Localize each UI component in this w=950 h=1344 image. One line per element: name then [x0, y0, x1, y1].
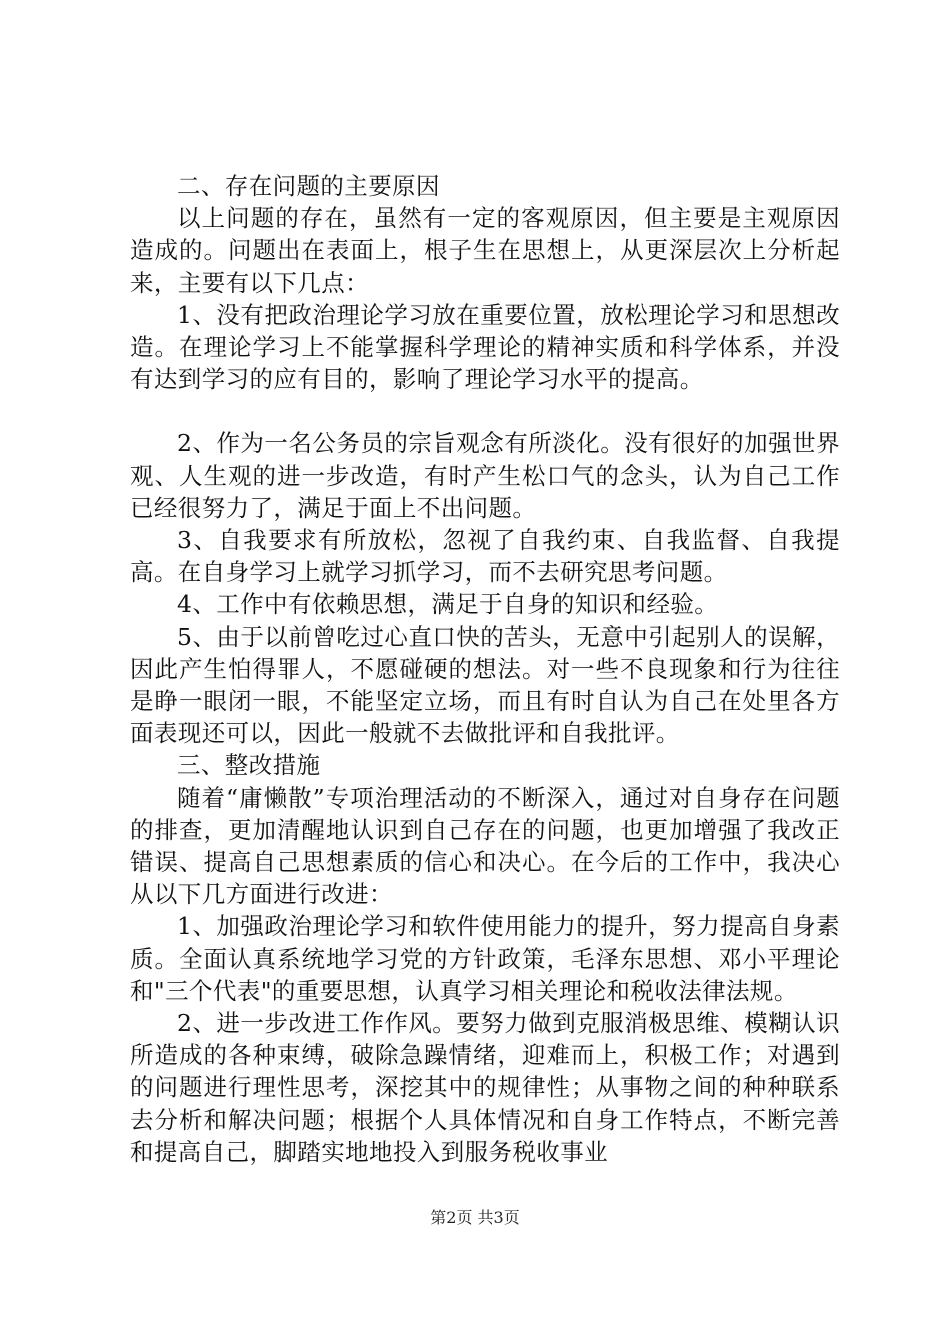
- paragraph-measure-1: 1、加强政治理论学习和软件使用能力的提升，努力提高自身素质。全面认真系统地学习党的方针政策，毛泽东思想、邓小平理论和"三个代表"的重要思想，认真学习相关理论和税收法律法规。: [130, 912, 840, 1005]
- page-footer: [0, 1208, 950, 1228]
- paragraph-cause-4: 4、工作中有依赖思想，满足于自身的知识和经验。: [177, 590, 719, 619]
- paragraph-measures-intro: 随着“庸懒散”专项治理活动的不断深入，通过对自身存在问题的排查，更加清醒地认识到自己存在的问题，也更加增强了我改正错误、提高自己思想素质的信心和决心。在今后的工作中，我决心从以下几方面进行改进：: [130, 783, 840, 909]
- paragraph-cause-1: 1、没有把政治理论学习放在重要位置，放松理论学习和思想改造。在理论学习上不能掌握科学理论的精神实质和科学体系，并没有达到学习的应有目的，影响了理论学习水平的提高。: [130, 300, 840, 394]
- paragraph-cause-3: 3、自我要求有所放松，忽视了自我约束、自我监督、自我提高。在自身学习上就学习抓学习，而不去研究思考问题。: [130, 526, 840, 587]
- section-heading-causes: 二、存在问题的主要原因: [177, 172, 440, 200]
- paragraph-cause-5: 5、由于以前曾吃过心直口快的苦头，无意中引起别人的误解，因此产生怕得罪人，不愿碰硬的想法。对一些不良现象和行为往往是睁一眼闭一眼，不能坚定立场，而且有时自认为自己在处里各方面表现还可以，因此一般就不去做批评和自我批评。: [130, 622, 840, 748]
- paragraph-causes-intro: 以上问题的存在，虽然有一定的客观原因，但主要是主观原因造成的。问题出在表面上，根子生在思想上，从更深层次上分析起来，主要有以下几点：: [130, 204, 840, 297]
- paragraph-measure-2: 2、进一步改进工作作风。要努力做到克服消极思维、模糊认识所造成的各种束缚，破除急躁情绪，迎难而上，积极工作；对遇到的问题进行理性思考，深挖其中的规律性；从事物之间的种种联系去分析和解决问题；根据个人具体情况和自身工作特点，不断完善和提高自己，脚踏实地地投入到服务税收事业: [130, 1009, 840, 1166]
- section-heading-measures: 三、整改措施: [177, 751, 321, 780]
- page-number: 第2页 共3页: [430, 1208, 520, 1227]
- paragraph-cause-2: 2、作为一名公务员的宗旨观念有所淡化。没有很好的加强世界观、人生观的进一步改造，有时产生松口气的念头，认为自己工作已经很努力了，满足于面上不出问题。: [130, 429, 840, 522]
- document-body: [130, 170, 840, 1168]
